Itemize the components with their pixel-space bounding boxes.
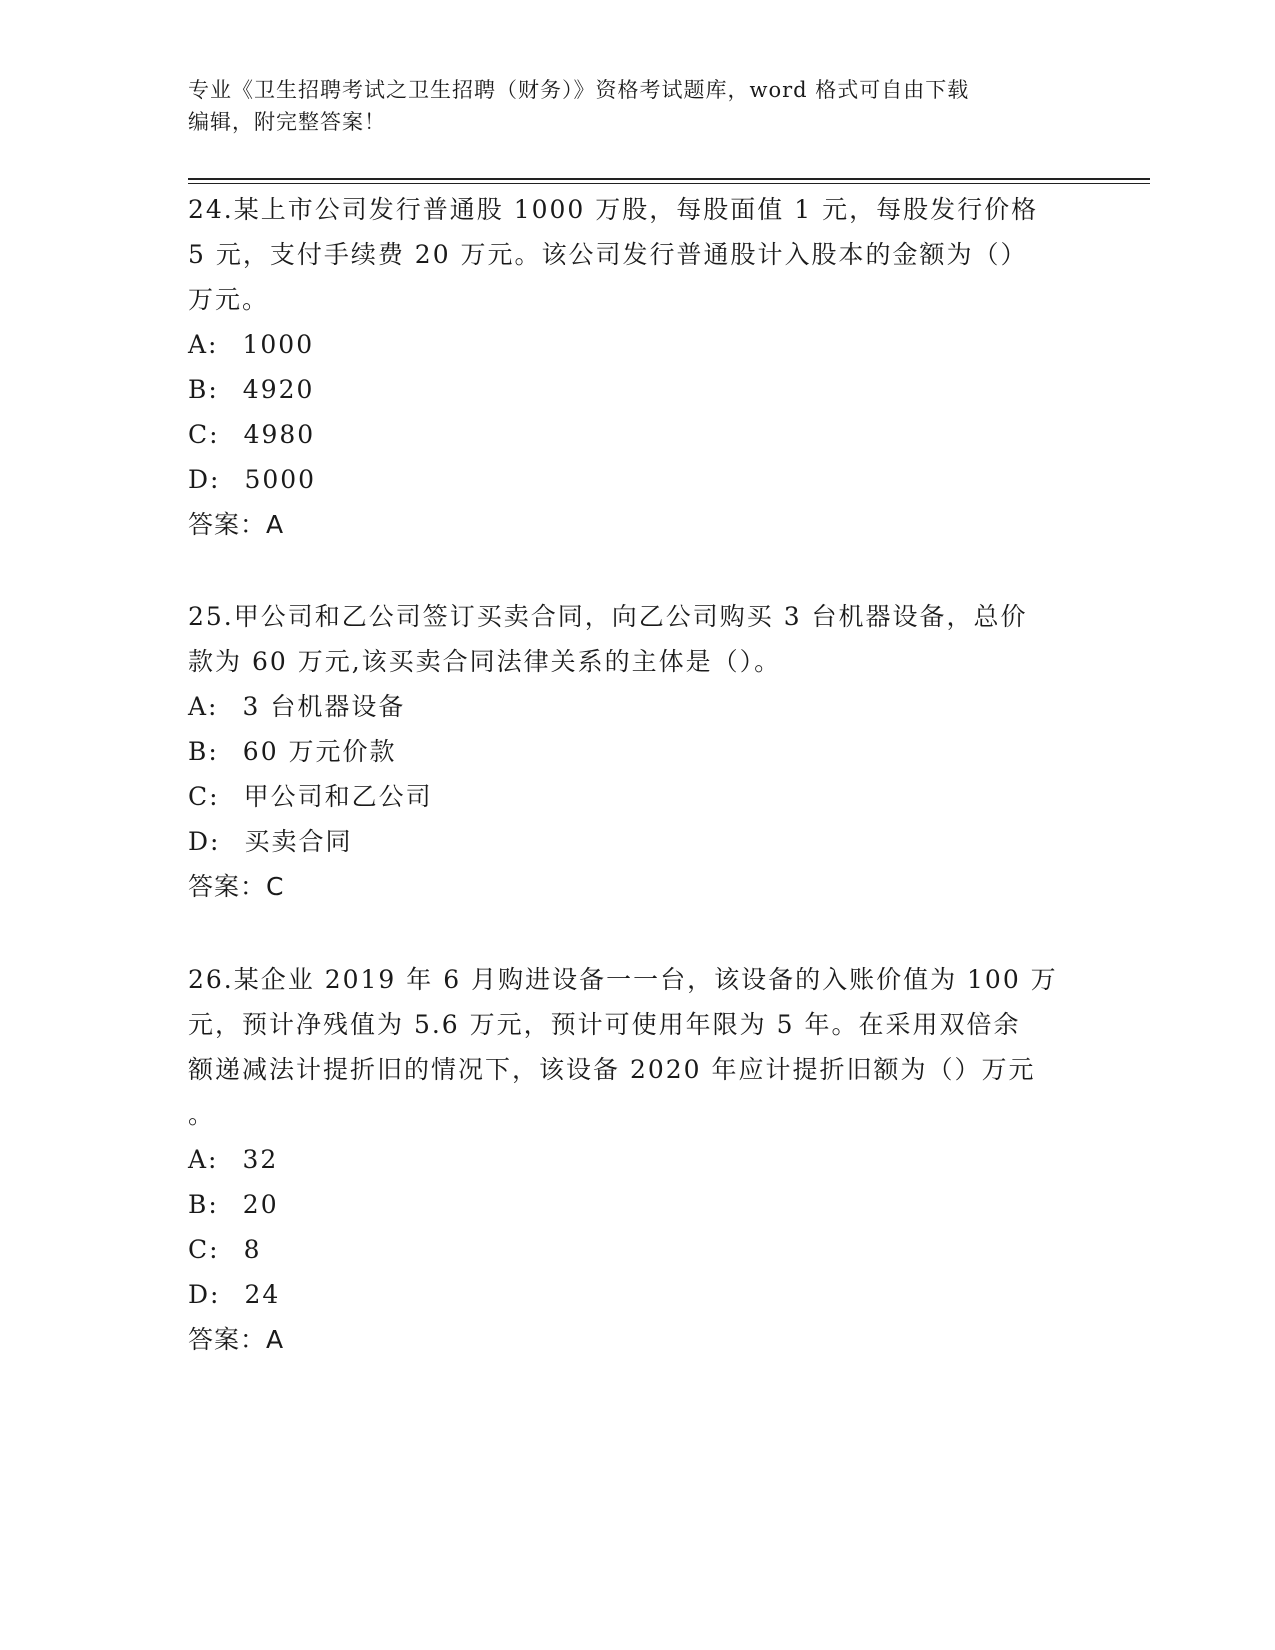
header-line-1: 专业《卫生招聘考试之卫生招聘（财务）》资格考试题库，word 格式可自由下载	[188, 78, 970, 102]
header-divider-thin	[188, 183, 1150, 184]
option-letter: B:	[188, 375, 219, 404]
question-stem-line: 。	[188, 1100, 216, 1129]
question-stem-line: 26.某企业 2019 年 6 月购进设备一一台，该设备的入账价值为 100 万	[188, 965, 1058, 994]
option-text: 5000	[244, 465, 317, 494]
option-b	[188, 367, 1068, 412]
option-d	[188, 819, 1068, 864]
answer-line: 答案：A	[188, 1325, 285, 1354]
option-letter: D:	[188, 465, 221, 494]
question-stem-line: 额递减法计提折旧的情况下，该设备 2020 年应计提折旧额为（）万元	[188, 1055, 1036, 1084]
option-text: 4980	[243, 420, 316, 449]
question-25	[188, 594, 1068, 909]
option-d	[188, 1272, 1068, 1317]
option-text: 20	[242, 1190, 279, 1219]
question-stem-line: 25.甲公司和乙公司签订买卖合同，向乙公司购买 3 台机器设备，总价	[188, 602, 1028, 631]
option-text: 24	[244, 1280, 281, 1309]
document-header	[188, 74, 1088, 138]
option-a	[188, 684, 1068, 729]
answer-line: 答案：A	[188, 510, 285, 539]
option-letter: D:	[188, 1280, 221, 1309]
option-c	[188, 412, 1068, 457]
option-letter: B:	[188, 737, 219, 766]
option-text: 8	[243, 1235, 262, 1264]
option-letter: D:	[188, 827, 221, 856]
option-text: 60 万元价款	[242, 737, 397, 766]
option-text: 甲公司和乙公司	[243, 782, 433, 811]
option-c	[188, 1227, 1068, 1272]
question-stem-line: 5 元，支付手续费 20 万元。该公司发行普通股计入股本的金额为（）	[188, 240, 1028, 269]
question-stem-line: 元，预计净残值为 5.6 万元，预计可使用年限为 5 年。在采用双倍余	[188, 1010, 1021, 1039]
option-text: 4920	[242, 375, 315, 404]
header-line-2: 编辑，附完整答案！	[188, 110, 386, 134]
question-stem-line: 万元。	[188, 285, 270, 314]
question-24	[188, 187, 1068, 547]
option-letter: A:	[188, 330, 219, 359]
option-c	[188, 774, 1068, 819]
option-a	[188, 1137, 1068, 1182]
question-stem-line: 款为 60 万元,该买卖合同法律关系的主体是（）。	[188, 647, 782, 676]
option-b	[188, 729, 1068, 774]
header-divider-thick	[188, 178, 1150, 180]
option-text: 买卖合同	[244, 827, 353, 856]
question-stem-line: 24.某上市公司发行普通股 1000 万股，每股面值 1 元，每股发行价格	[188, 195, 1039, 224]
option-text: 1000	[242, 330, 315, 359]
option-letter: C:	[188, 782, 220, 811]
option-text: 3 台机器设备	[242, 692, 406, 721]
option-letter: C:	[188, 420, 220, 449]
option-d	[188, 457, 1068, 502]
answer-line: 答案：C	[188, 872, 285, 901]
option-letter: C:	[188, 1235, 220, 1264]
option-letter: B:	[188, 1190, 219, 1219]
option-letter: A:	[188, 692, 219, 721]
question-26	[188, 957, 1068, 1362]
option-letter: A:	[188, 1145, 219, 1174]
option-a	[188, 322, 1068, 367]
option-b	[188, 1182, 1068, 1227]
option-text: 32	[242, 1145, 279, 1174]
